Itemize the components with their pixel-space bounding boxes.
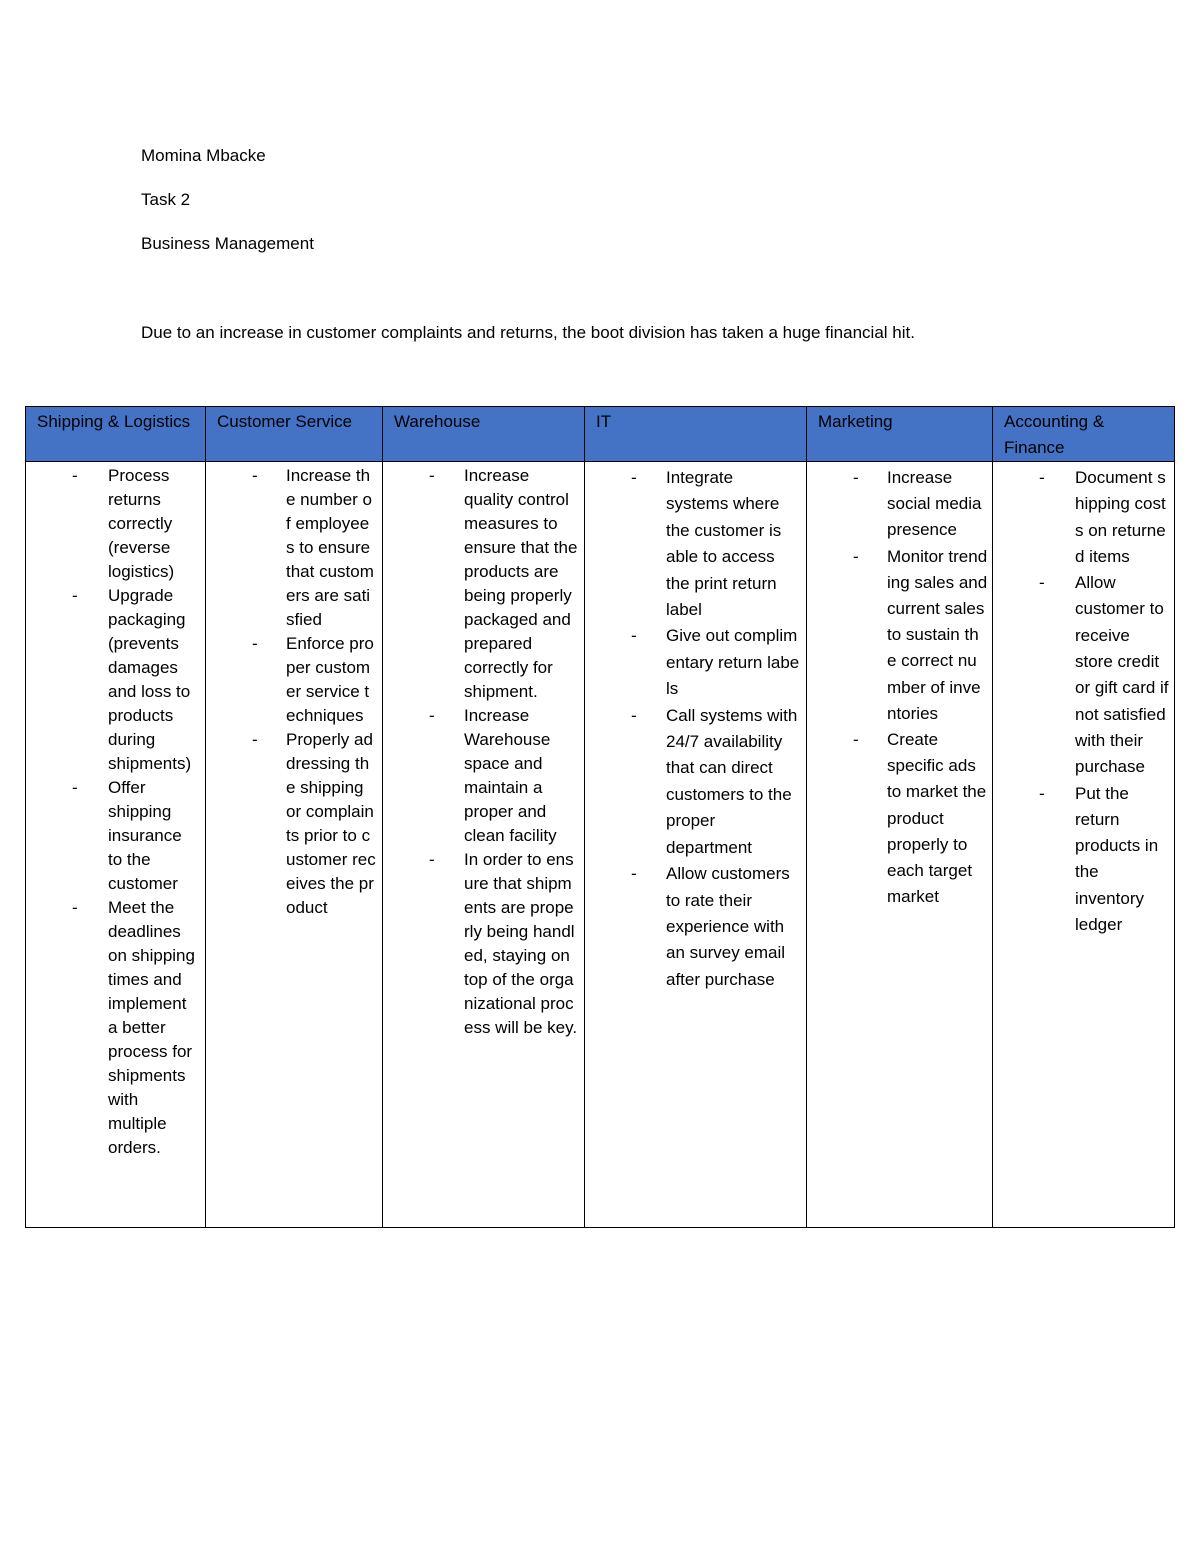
course-name: Business Management — [141, 234, 314, 253]
header-it: IT — [585, 407, 807, 462]
dash-marker: - — [1039, 468, 1045, 487]
list-item — [383, 464, 584, 704]
list-item-text: Allow customers to rate their experience with an survey email after purchase — [666, 864, 790, 989]
dash-marker: - — [631, 626, 637, 646]
cell-customer-service — [206, 462, 383, 1228]
dash-marker: - — [252, 730, 258, 749]
list-item-text: Increase Warehouse space and maintain a proper and clean facility — [464, 706, 557, 845]
list-item-text: Offer shipping insurance to the customer — [108, 778, 182, 893]
list-item — [585, 465, 806, 623]
header-marketing: Marketing — [807, 407, 993, 462]
dash-marker: - — [72, 586, 78, 605]
list-item — [26, 584, 205, 776]
header-accounting-finance: Accounting & Finance — [993, 407, 1175, 462]
dash-marker: - — [429, 850, 435, 869]
list-item-text: Allow customer to receive store credit or gift card if not satisfied with their purchase — [1075, 573, 1169, 777]
dash-marker: - — [853, 730, 859, 750]
list-item — [206, 632, 382, 728]
list-item — [206, 728, 382, 920]
list-item-text: Upgrade packaging (prevents damages and loss to products during shipments) — [108, 586, 192, 773]
header-warehouse: Warehouse — [383, 407, 585, 462]
dash-marker: - — [853, 546, 859, 566]
list-item — [807, 544, 992, 727]
dash-marker: - — [1039, 783, 1045, 803]
cell-accounting-finance — [993, 462, 1175, 1228]
list-item — [807, 465, 992, 544]
list-item — [585, 623, 806, 702]
list-item-text: Meet the deadlines on shipping times and implement a better process for shipments with multiple orders. — [108, 898, 195, 1157]
task-label: Task 2 — [141, 190, 191, 209]
cell-marketing — [807, 462, 993, 1228]
dash-marker: - — [72, 466, 78, 485]
intro-paragraph: Due to an increase in customer complaints and returns, the boot division has taken a huge financial hit. — [141, 323, 915, 342]
dash-marker: - — [429, 466, 435, 485]
dash-marker: - — [252, 634, 258, 653]
bullet-list — [585, 462, 806, 993]
list-item-text: Increase social media presence — [887, 468, 982, 540]
list-item — [993, 570, 1174, 780]
list-item — [26, 896, 205, 1160]
bullet-list — [26, 462, 205, 1160]
bullet-list — [383, 462, 584, 1040]
dash-marker: - — [853, 468, 859, 487]
list-item — [807, 727, 992, 910]
header-customer-service: Customer Service — [206, 407, 383, 462]
dash-marker: - — [429, 706, 435, 725]
list-item-text: Increase quality control measures to ensure that the products are being properly packaged and prepared correctly for shipment. — [464, 466, 578, 701]
list-item-text: Document shipping costs on returned items — [1075, 468, 1166, 566]
dash-marker: - — [1039, 573, 1045, 593]
header-shipping-logistics: Shipping & Logistics — [26, 407, 206, 462]
dash-marker: - — [72, 898, 78, 917]
list-item — [585, 861, 806, 993]
department-actions-table — [25, 406, 1175, 1228]
list-item-text: Integrate systems where the customer is able to access the print return label — [666, 468, 782, 620]
table-row — [26, 462, 1175, 1228]
dash-marker: - — [252, 466, 258, 485]
bullet-list — [993, 462, 1174, 938]
list-item — [993, 781, 1174, 939]
list-item — [383, 848, 584, 1040]
list-item-text: Give out complimentary return labels — [666, 626, 800, 699]
list-item — [585, 703, 806, 861]
author-name: Momina Mbacke — [141, 146, 266, 165]
dash-marker: - — [631, 705, 637, 725]
bullet-list — [206, 462, 382, 920]
dash-marker: - — [631, 468, 637, 487]
cell-it — [585, 462, 807, 1228]
list-item — [26, 464, 205, 584]
bullet-list — [807, 462, 992, 910]
dash-marker: - — [631, 864, 637, 884]
list-item-text: Enforce proper customer service techniques — [286, 634, 374, 725]
cell-warehouse — [383, 462, 585, 1228]
list-item-text: Increase the number of employees to ensure that customers are satisfied — [286, 466, 374, 629]
list-item — [26, 776, 205, 896]
list-item-text: In order to ensure that shipments are properly being handled, staying on top of the organizational process will be key. — [464, 850, 578, 1037]
table-header-row — [26, 407, 1175, 462]
list-item — [993, 465, 1174, 570]
list-item — [206, 464, 382, 632]
list-item-text: Create specific ads to market the product properly to each target market — [887, 730, 987, 907]
list-item-text: Process returns correctly (reverse logistics) — [108, 466, 175, 581]
list-item-text: Call systems with 24/7 availability that can direct customers to the proper department — [666, 705, 798, 857]
dash-marker: - — [72, 778, 78, 797]
list-item-text: Properly addressing the shipping or complaints prior to customer receives the product — [286, 730, 376, 917]
list-item-text: Monitor trending sales and current sales to sustain the correct number of inventories — [887, 546, 988, 723]
list-item — [383, 704, 584, 848]
list-item-text: Put the return products in the inventory ledger — [1075, 783, 1159, 935]
cell-shipping-logistics — [26, 462, 206, 1228]
